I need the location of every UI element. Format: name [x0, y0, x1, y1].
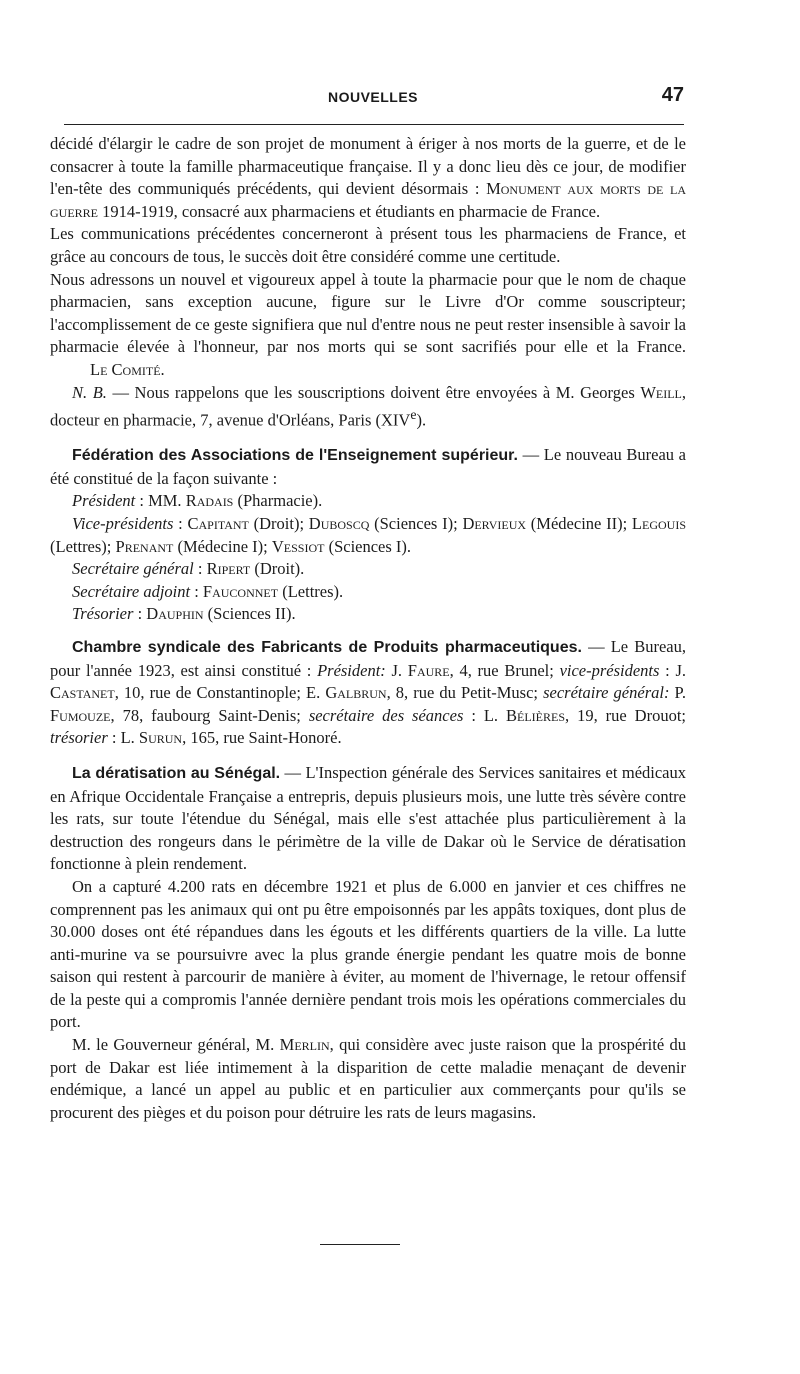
- federation-secretary: Secrétaire général : Ripert (Droit).: [72, 559, 305, 579]
- monument-paragraph-2: Les communications précédentes concerneront à présent tous les pharmaciens de France, et grâce au concours de tous, le succès doit être considéré comme une certitude.: [50, 224, 686, 266]
- federation-heading: Fédération des Associations de l'Enseignement supérieur. — Le nouveau Bureau a été constitué de la façon suivante :: [50, 445, 686, 488]
- signature: Le Comité.: [90, 359, 165, 379]
- federation-treasurer: Trésorier : Dauphin (Sciences II).: [72, 604, 296, 624]
- page-number: 47: [661, 84, 684, 106]
- federation-vice-presidents: Vice-présidents : Capitant (Droit); Duboscq (Sciences I); Dervieux (Médecine II); Legouis (Lettres); Prenant (Médecine I); Vessiot (Sciences I).: [50, 514, 686, 556]
- section-title: La dératisation au Sénégal.: [72, 764, 281, 782]
- federation-assistant-secretary: Secrétaire adjoint : Fauconnet (Lettres).: [72, 581, 344, 601]
- deratisation-paragraph-2: On a capturé 4.200 rats en décembre 1921 et plus de 6.000 en janvier et ces chiffres ne comprennent pas les animaux qui ont pu être empoisonnés par les appâts toxiques, dont plus de 30.000 doses ont été répandues dans les égouts et les différents quartiers de la ville. La lutte anti-murine va se poursuivre avec la plus grande énergie pendant les quatre mois de bonne saison qui restent à parcourir de manière à éviter, au moment de l'hivernage, le retour offensif de la peste qui a compromis l'année dernière pendant trois mois les opérations commerciales du port.: [50, 876, 686, 1032]
- monument-title: Monument aux morts de la guerre 1914-1919: [50, 179, 687, 221]
- deratisation-paragraph-1: La dératisation au Sénégal. — L'Inspection générale des Services sanitaires et médicaux en Afrique Occidentale Française a entrepris, depuis plusieurs mois, une lutte très sévère contre les rats, sur toute l'étendue du Sénégal, mais elle s'est attachée plus particulièrement à la destruction des rongeurs dans le périmètre de la ville de Dakar où le Service de dératisation fonctionne à plein rendement.: [50, 762, 687, 874]
- chambre-paragraph: Chambre syndicale des Fabricants de Produits pharmaceutiques. — Le Bureau, pour l'année 1923, est ainsi constitué : Président: J. Faure, 4, rue Brunel; vice-présidents : J. Castanet, 10, rue de Constantinople; E. Galbrun, 8, rue du Petit-Musc; secrétaire général: P. Fumouze, 78, faubourg Saint-Denis; secrétaire des séances : L. Bélières, 19, rue Drouot; trésorier : L. Surun, 165, rue Saint-Honoré.: [50, 636, 687, 748]
- section-title: Fédération des Associations de l'Enseignement supérieur.: [72, 447, 518, 465]
- monument-paragraph-3: Nous adressons un nouvel et vigoureux appel à toute la pharmacie pour que le nom de chaque pharmacien, sans exception aucune, figure sur le Livre d'Or comme souscripteur; l'accomplissement de ce geste signifiera que nul d'entre nous ne peut rester insensible à savoir la pharmacie élevée à l'honneur, par nos morts qui se sont sacrifiés pour elle et la France.Le Comité.: [50, 269, 686, 382]
- nota-bene: N. B. — Nous rappelons que les souscriptions doivent être envoyées à M. Georges Weill, docteur en pharmacie, 7, avenue d'Orléans, Paris (XIVe).: [50, 382, 686, 430]
- federation-president: Président : MM. Radais (Pharmacie).: [72, 491, 323, 511]
- section-title: Chambre syndicale des Fabricants de Produits pharmaceutiques.: [72, 638, 582, 656]
- deratisation-paragraph-3: M. le Gouverneur général, M. Merlin, qui considère avec juste raison que la prospérité du port de Dakar est liée intimement à la disparition de cette maladie menaçant de devenir endémique, a lancé un appel au public et en particulier aux commerçants pour qu'ils se procurent des pièges et du poison pour détruire les rats de leurs magasins.: [50, 1035, 687, 1122]
- nb-label: N. B.: [72, 382, 107, 402]
- header-rule: [64, 124, 684, 125]
- page-header: [62, 86, 684, 112]
- monument-paragraph-1: décidé d'élargir le cadre de son projet de monument à ériger à nos morts de la guerre, et de le consacrer à toute la famille pharmaceutique française. Il y a donc lieu dès ce jour, de modifier l'en-tête des communiqués précédents, qui devient désormais : Monument aux morts de la guerre 1914-1919, consacré aux pharmaciens et étudiants en pharmacie de France.: [50, 134, 687, 221]
- person-name: Weill: [640, 382, 682, 402]
- running-title: NOUVELLES: [327, 89, 419, 105]
- page-body: [50, 133, 686, 1124]
- end-rule: [320, 1244, 400, 1245]
